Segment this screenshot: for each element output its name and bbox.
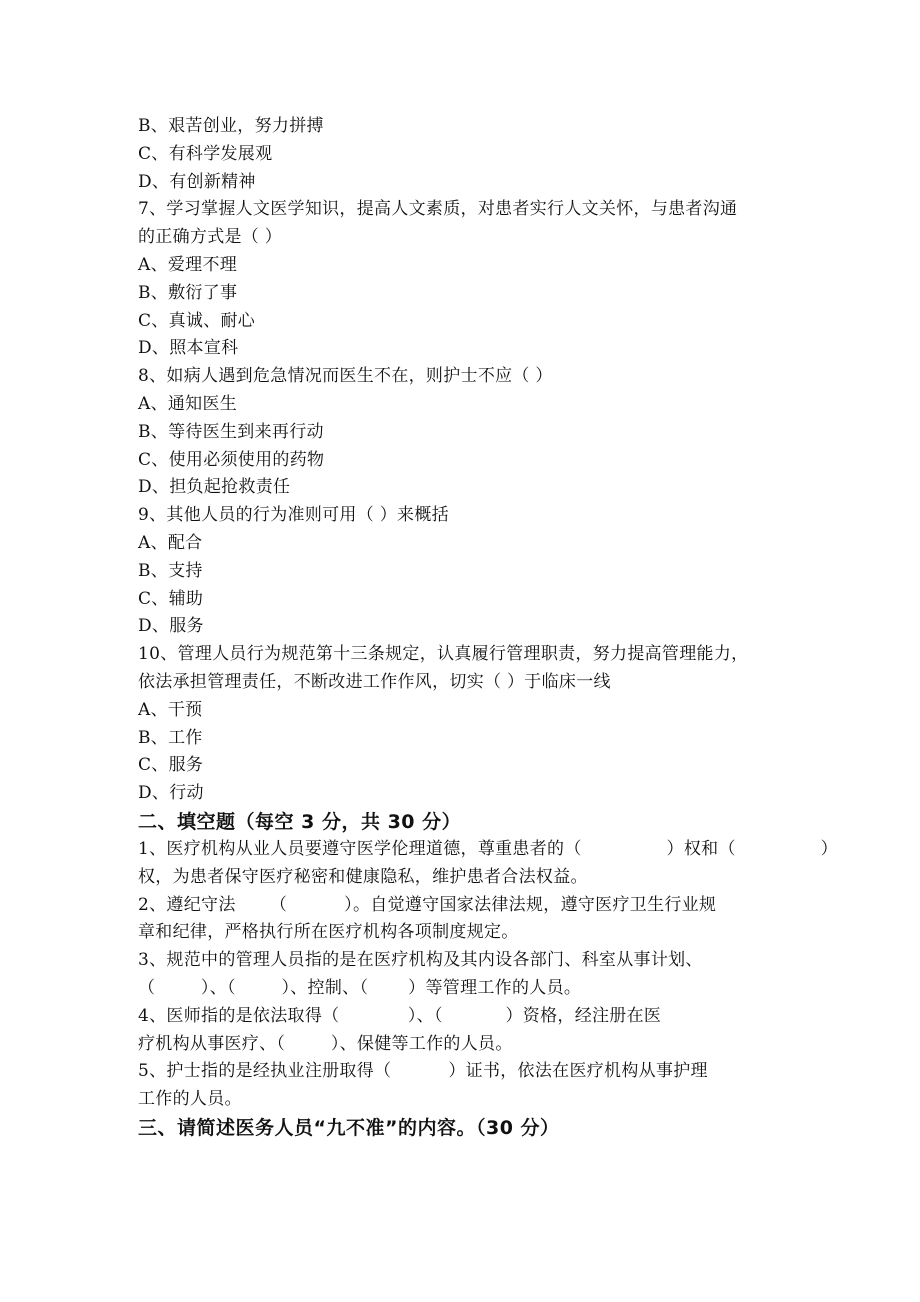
fill5-line1: 5、护士指的是经执业注册取得（ ）证书，依法在医疗机构从事护理 [138, 1061, 708, 1082]
q7-option-c: C、真诚、耐心 [138, 310, 256, 331]
q8-option-d: D、担负起抢救责任 [138, 477, 291, 498]
q8-stem: 8、如病人遇到危急情况而医生不在，则护士不应（ ） [138, 366, 553, 387]
q7-option-d: D、照本宣科 [138, 338, 239, 359]
q7-stem-line1: 7、学习掌握人文医学知识，提高人文素质，对患者实行人文关怀，与患者沟通 [138, 199, 738, 220]
q10-option-a: A、干预 [138, 699, 203, 720]
fill1-line1-mid: ）权和（ [666, 838, 736, 859]
q10-option-d: D、行动 [138, 783, 204, 804]
fill2-line2: 章和纪律，严格执行所在医疗机构各项制度规定。 [138, 922, 519, 943]
fill3-line1: 3、规范中的管理人员指的是在医疗机构及其内设各部门、科室从事计划、 [138, 950, 703, 971]
q8-option-a: A、通知医生 [138, 393, 238, 414]
q10-stem-line1: 10、管理人员行为规范第十三条规定，认真履行管理职责，努力提高管理能力， [138, 644, 749, 665]
fill4-line1: 4、医师指的是依法取得（ ）、（ ）资格，经注册在医 [138, 1005, 662, 1026]
q9-option-a: A、配合 [138, 532, 203, 553]
q7-option-a: A、爱理不理 [138, 254, 238, 275]
q8-option-c: C、使用必须使用的药物 [138, 449, 325, 470]
q10-option-b: B、工作 [138, 727, 203, 748]
q10-option-c: C、服务 [138, 755, 204, 776]
q9-option-d: D、服务 [138, 616, 204, 637]
fill1-line1-left: 1、医疗机构从业人员要遵守医学伦理道德，尊重患者的（ [138, 838, 582, 859]
fill1-line2: 权，为患者保守医疗秘密和健康隐私，维护患者合法权益。 [138, 866, 588, 887]
q7-stem-line2: 的正确方式是（ ） [138, 227, 283, 248]
fill3-line2: （ ）、（ ）、控制、（ ）等管理工作的人员。 [138, 977, 582, 998]
fill2-line1: 2、遵纪守法 （ ）。自觉遵守国家法律法规，遵守医疗卫生行业规 [138, 894, 717, 915]
q7-option-b: B、敷衍了事 [138, 282, 238, 303]
q9-stem: 9、其他人员的行为准则可用（ ）来概括 [138, 505, 449, 526]
q9-option-b: B、支持 [138, 560, 203, 581]
q10-stem-line2: 依法承担管理责任，不断改进工作作风，切实（ ）于临床一线 [138, 671, 611, 692]
fill4-line2: 疗机构从事医疗、（ ）、保健等工作的人员。 [138, 1033, 513, 1054]
fill1-line1-right: ） [820, 838, 838, 859]
section2-heading: 二、填空题（每空 3 分，共 30 分） [138, 810, 462, 833]
q6-option-d: D、有创新精神 [138, 171, 256, 192]
fill1-line1 [138, 836, 838, 864]
q8-option-b: B、等待医生到来再行动 [138, 421, 324, 442]
exam-page [138, 113, 838, 1142]
q6-option-c: C、有科学发展观 [138, 143, 273, 164]
q9-option-c: C、辅助 [138, 588, 204, 609]
section3-heading: 三、请简述医务人员“九不准”的内容。（30 分） [138, 1116, 560, 1139]
q6-option-b: B、艰苦创业，努力拼搏 [138, 116, 324, 136]
fill5-line2: 工作的人员。 [138, 1089, 242, 1110]
